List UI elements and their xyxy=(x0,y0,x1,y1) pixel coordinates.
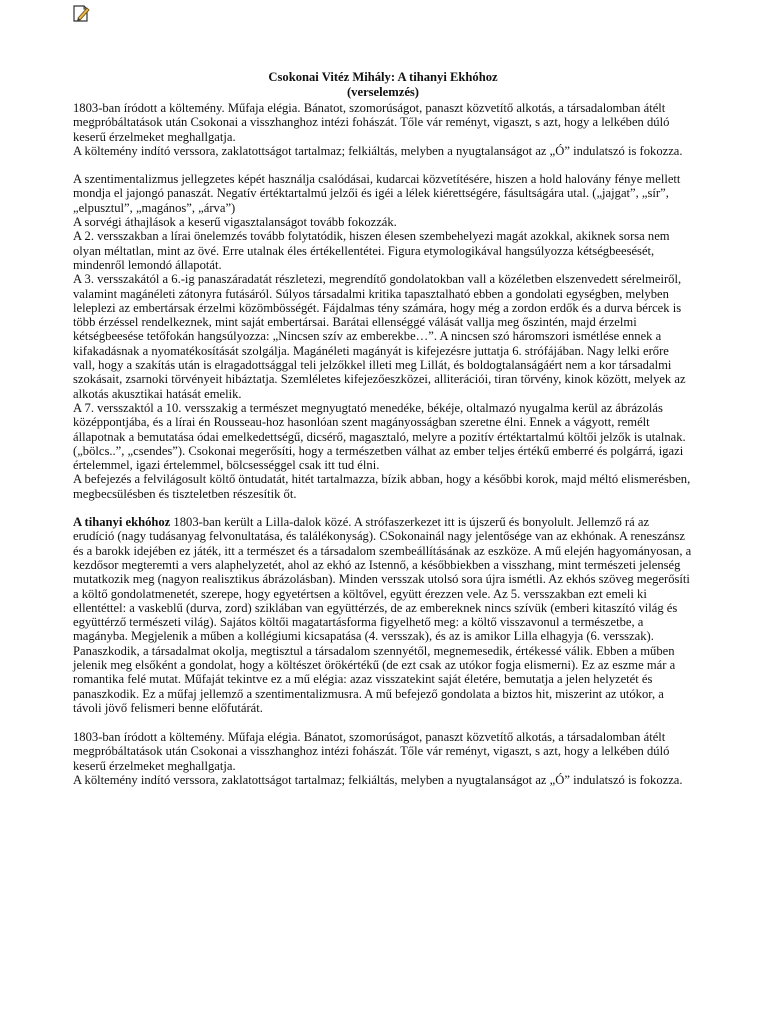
document-page xyxy=(73,70,693,787)
paragraph: A 3. versszakától a 6.-ig panaszáradatát részletezi, megrendítő gondolatokban vall a közéletben elszenvedett sérelmeiről, valamint magánéleti zátonyra futásáról. Súlyos társadalmi kritika tapasztalható ebben a gondolati egységben, melyben leleplezi az embertársak érzelmi közömbösségét. Fájdalmas tény számára, hogy még a zordon erdők és a durva bércek is több érzéssel rendelkeznek, mint saját embertársai. Barátai ellenséggé válását vallja meg őszintén, majd érzelmi kétségbeesése tetőfokán hangsúlyozza: „Nincsen szív az emberekbe…”. A nincsen szó háromszori ismétlése ennek a kifakadásnak a nyomatékosítását szolgálja. Magánéleti magányát is kifejezésre juttatja 6. strófájában. Nagy lelki erőre vall, hogy a szakítás után is elragadottsággal teli jelzőkkel illeti meg Lillát, és boldogtalanságáért nem a kor társadalmi szokásait, zsarnoki törvényeit hibáztatja. Szemléletes kifejezőeszközei, alliterációi, tiran törvény, kinok között, melyek az alkotás akusztikai hatását emelik. xyxy=(73,272,686,401)
paragraph: A szentimentalizmus jellegzetes képét használja csalódásai, kudarcai közvetítésére, hiszen a hold halovány fénye mellett mondja el jajongó panaszát. Negatív értéktartalmú jelzői és igéi a lélek kiérettségére, fásultságára utal. („jajgat”, „sír”, „elpusztul”, „magános”, „árva”) xyxy=(73,172,681,215)
paragraph: A befejezés a felvilágosult költő öntudatát, hitét tartalmazza, bízik abban, hogy a későbbi korok, majd méltó elismerésben, megbecsülésben és tiszteletben részesítik őt. xyxy=(73,472,691,501)
paragraph: A 2. versszakban a lírai önelemzés tovább folytatódik, hiszen élesen szembehelyezi magát azokkal, akiknek sorsa nem olyan méltatlan, mint az övé. Erre utalnak éles értékellentétei. Figura etymologikával hangsúlyozza kétségbeesését, mindenről lemondó állapotát. xyxy=(73,229,670,272)
paragraph: A sorvégi áthajlások a keserű vigasztalanságot tovább fokozzák. xyxy=(73,215,397,230)
paragraph: A 7. versszaktól a 10. versszakig a természet megnyugtató menedéke, békéje, oltalmazó nyugalma kerül az ábrázolás középpontjába, és a lírai én Rousseau-hoz hasonlóan szent magányosságban szeretne élni. Ennek a vágyott, remélt állapotnak a bemutatása ódai emelkedettségű, dicsérő, magasztaló, melyre a pozitív értéktartalmú költői jelzők is utalnak. („bölcs..”, „csendes”). Csokonai megerősíti, hogy a természetben válhat az ember teljes értékű emberré és polgárrá, igazi értelemmel, igazi értelemmel, bölcsességgel csak itt tud élni. xyxy=(73,400,686,473)
paragraph: 1803-ban íródott a költemény. Műfaja elégia. Bánatot, szomorúságot, panaszt közvetítő alkotás, a társadalomban átélt megpróbáltatások után Csokonai a visszhanghoz intézi fohászát. Tőle vár reményt, vigaszt, s azt, hogy a lelkében dúló keserű érzelmeket meghallgatja. xyxy=(73,730,670,773)
poem-title-bold: A tihanyi ekhóhoz xyxy=(73,515,171,530)
paragraph: A költemény indító verssora, zaklatottságot tartalmaz; felkiáltás, melyben a nyugtalanságot az „Ó” indulatszó is fokozza. xyxy=(73,773,683,788)
paragraph: 1803-ban íródott a költemény. Műfaja elégia. Bánatot, szomorúságot, panaszt közvetítő alkotás, a társadalomban átélt megpróbáltatások után Csokonai a visszhanghoz intézi fohászát. Tőle vár reményt, vigaszt, s azt, hogy a lelkében dúló keserű érzelmeket meghallgatja. xyxy=(73,101,670,144)
paragraph xyxy=(73,515,693,715)
title-line-2: (verselemzés) xyxy=(346,84,419,99)
title-line-1: Csokonai Vitéz Mihály: A tihanyi Ekhóhoz xyxy=(268,70,498,84)
document-title xyxy=(73,70,693,99)
document-pen-icon xyxy=(72,3,92,23)
paragraph: A költemény indító verssora, zaklatottságot tartalmaz; felkiáltás, melyben a nyugtalanságot az „Ó” indulatszó is fokozza. xyxy=(73,143,683,158)
paragraph-text: 1803-ban került a Lilla-dalok közé. A strófaszerkezet itt is újszerű és bonyolult. Jellemző rá az erudíció (nagy tudásanyag felvonultatása, és találékonyság). CSokonainál nagy jelentősége van az ekhónak. A reneszánsz és a barokk idejében ez játék, itt a természet és a társadalom szembeállításának az eszköze. A mű elején hagyományosan, a kezdősor megteremti a vers alaphelyzetét, ahol az ekhó az Istennő, a későbbiekben a visszhang, mint természeti jelenség mutatkozik meg (nagyon realisztikus ábrázolásban). Minden versszak utolsó sora újra ismétli. Az ekhós szöveg megerősíti a költő gondolatmenetét, szerepe, hogy egyetértsen a költővel, együtt érezzen vele. Az 5. versszakban ezt emeli ki ellentéttel: a vaskeblű (durva, zord) sziklában van együttérzés, de az embereknek nincs szívük (emberi kitaszító világ és együttérző természeti világ). Sajátos költői magatartásforma figyelhető meg: a költő visszavonul a természetbe, a magányba. Megjelenik a műben a kollégiumi kicsapatása (4. versszak), és az is amikor Lilla elhagyja (6. versszak). Panaszkodik, a társadalmat okolja, megtisztul a társadalom szennyétől, megnemesedik, értékessé válik. Ebben a műben jelenik meg elsőként a gondolat, hogy a költészet örökértékű (de ezt csak az utókor fogja elismerni). Ez az eszme már a romantika felé mutat. Műfaját tekintve ez a mű elégia: azaz visszatekint saját életére, bemutatja a jelen helyzetét és panaszkodik. Ez a műfaj jellemző a szentimentalizmusra. A mű befejező gondolata a biztos hit, miszerint az utókor, a távoli jövő felismeri benne előfutárát. xyxy=(73,515,692,715)
